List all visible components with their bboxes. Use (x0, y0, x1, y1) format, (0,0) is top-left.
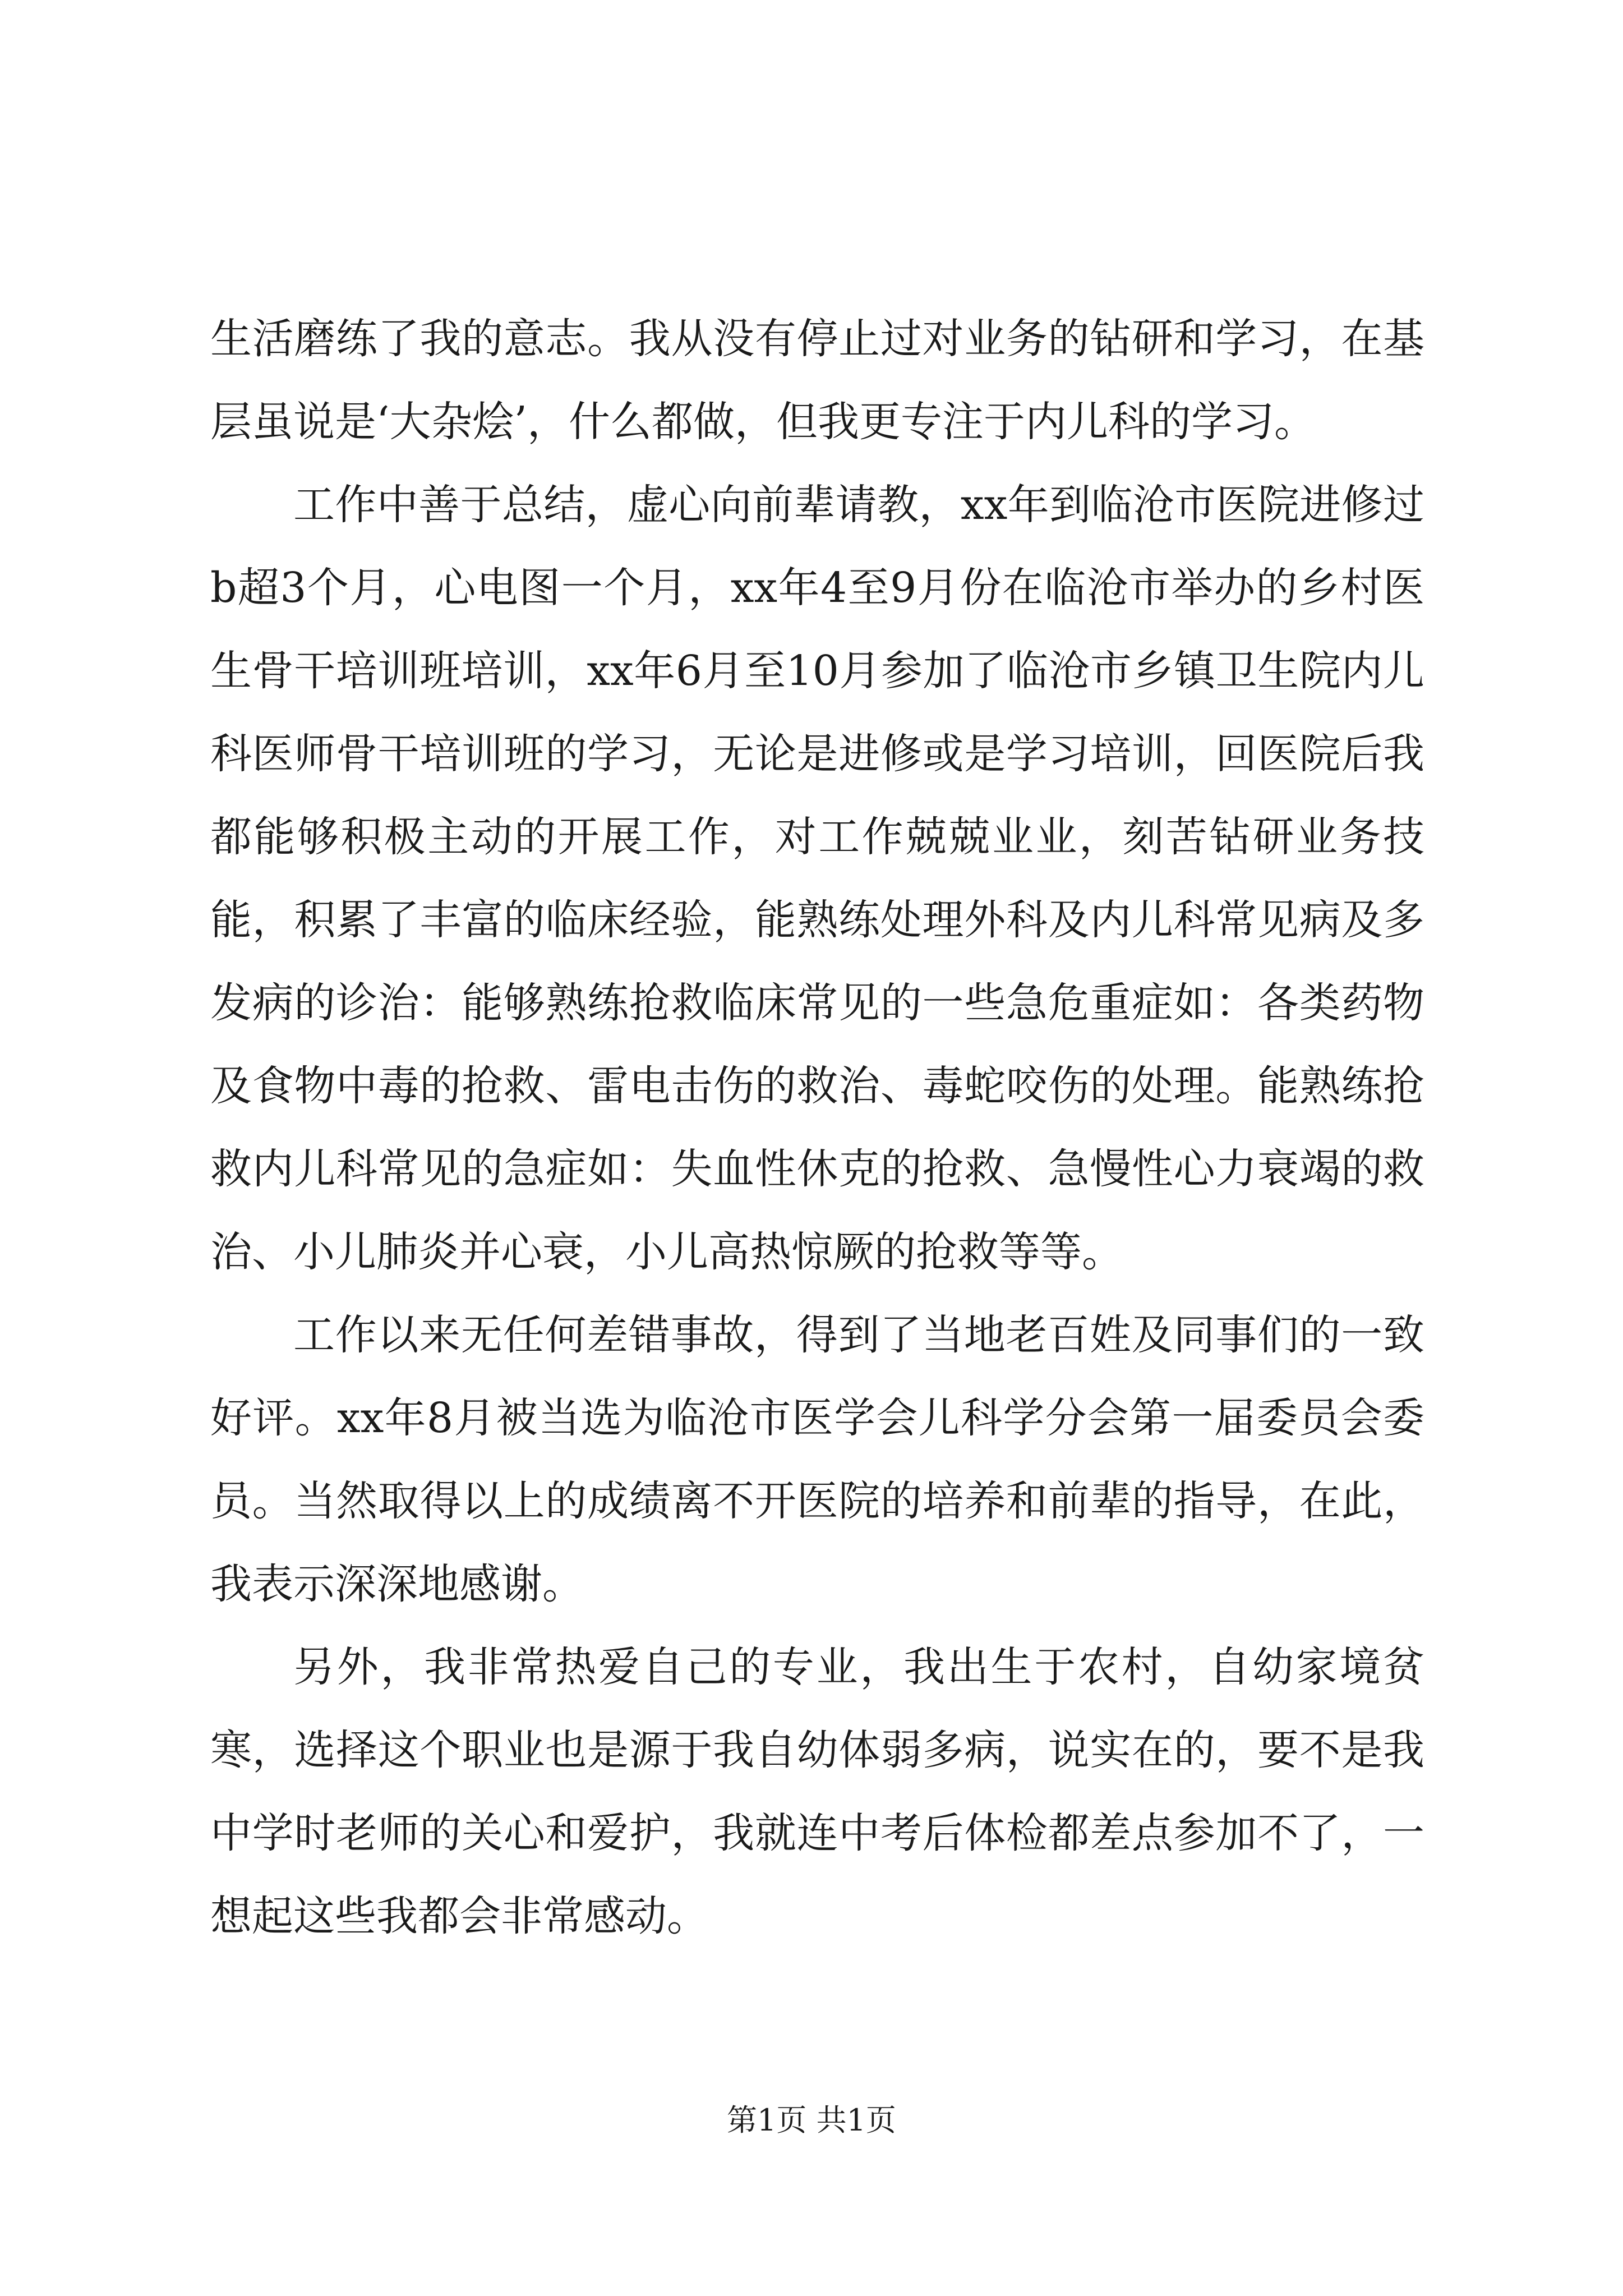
paragraph-3: 工作以来无任何差错事故，得到了当地老百姓及同事们的一致好评。xx年8月被当选为临沧市医学会儿科学分会第一届委员会委员。当然取得以上的成绩离不开医院的培养和前辈的指导，在此，我表示深深地感谢。 (210, 1311, 1424, 1608)
document-body (210, 297, 1424, 1958)
paragraph-2: 工作中善于总结，虚心向前辈请教，xx年到临沧市医院进修过b超3个月，心电图一个月，xx年4至9月份在临沧市举办的乡村医生骨干培训班培训，xx年6月至10月参加了临沧市乡镇卫生院内儿科医师骨干培训班的学习，无论是进修或是学习培训，回医院后我都能够积极主动的开展工作，对工作兢兢业业，刻苦钻研业务技能，积累了丰富的临床经验，能熟练处理外科及内儿科常见病及多发病的诊治：能够熟练抢救临床常见的一些急危重症如：各类药物及食物中毒的抢救、雷电击伤的救治、毒蛇咬伤的处理。能熟练抢救内儿科常见的急症如：失血性休克的抢救、急慢性心力衰竭的救治、小儿肺炎并心衰，小儿高热惊厥的抢救等等。 (210, 481, 1424, 1276)
page-footer: 第1页 共1页 (727, 2102, 896, 2138)
paragraph-4: 另外，我非常热爱自己的专业，我出生于农村，自幼家境贫寒，选择这个职业也是源于我自幼体弱多病，说实在的，要不是我中学时老师的关心和爱护，我就连中考后体检都差点参加不了，一想起这些我都会非常感动。 (210, 1643, 1424, 1940)
paragraph-1: 生活磨练了我的意志。我从没有停止过对业务的钻研和学习，在基层虽说是‘大杂烩’，什么都做，但我更专注于内儿科的学习。 (210, 315, 1424, 446)
